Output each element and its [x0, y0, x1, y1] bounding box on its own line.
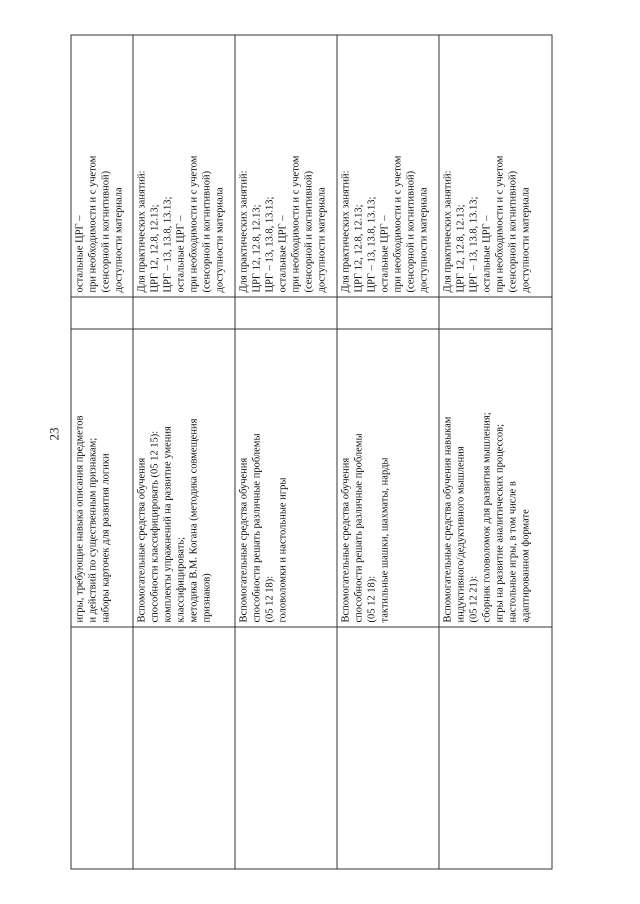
notes-cell: [133, 35, 235, 297]
tools-line: комплекты упражнений на развитие умения: [162, 426, 174, 623]
empty-cell: [439, 297, 552, 329]
tools-line: наборы карточек для развития логики: [100, 453, 112, 623]
empty-cell: [133, 627, 235, 869]
notes-line: доступности материала: [113, 187, 125, 293]
tools-line: адаптированном формате: [520, 509, 532, 623]
tools-line: (05 12 18):: [264, 575, 276, 623]
tools-cell: [71, 329, 133, 627]
empty-cell: [337, 627, 439, 869]
tools-cell: [235, 329, 337, 627]
tools-line: игры на развитие аналитических процессов;: [494, 423, 506, 623]
tools-cell: [439, 329, 552, 627]
page-number-text: 23: [46, 427, 61, 441]
notes-line: Для практических занятий:: [442, 170, 454, 293]
table-row: [337, 35, 439, 869]
empty-cell: [439, 627, 552, 869]
notes-line: при необходимости и с учетом: [494, 155, 506, 293]
tools-line: (05 12 21):: [468, 575, 480, 623]
empty-cell: [337, 297, 439, 329]
equipment-table: [71, 35, 553, 870]
tools-line: головоломки и настольные игры: [277, 477, 289, 623]
notes-line: доступности материала: [316, 187, 328, 293]
tools-line: тактильные шашки, шахматы, нарды: [379, 457, 391, 623]
notes-cell: [71, 35, 133, 297]
tools-cell: [337, 329, 439, 627]
notes-line: (сенсорной и когнитивной): [507, 170, 519, 293]
notes-line: остальные ЦРГ –: [481, 215, 493, 293]
tools-line: Вспомогательные средства обучения: [136, 457, 148, 623]
tools-line: Вспомогательные средства обучения: [238, 457, 250, 623]
notes-line: (сенсорной и когнитивной): [405, 170, 417, 293]
notes-line: остальные ЦРГ –: [379, 215, 391, 293]
empty-cell: [71, 297, 133, 329]
tools-line: настольные игры, в том числе в: [507, 481, 519, 623]
tools-line: классифицировать;: [175, 536, 187, 623]
tools-line: сборник головоломок для развития мышления;: [481, 412, 493, 623]
tools-line: и действий по существенным признакам;: [87, 437, 99, 623]
notes-line: ЦРГ – 13, 13.8, 13.13;: [162, 196, 174, 293]
notes-cell: [439, 35, 552, 297]
tools-line: игры, требующие навыка описания предметов: [74, 415, 86, 623]
notes-line: (сенсорной и когнитивной): [201, 170, 213, 293]
tools-line: Вспомогательные средства обучения: [340, 457, 352, 623]
notes-line: ЦРГ 12, 12.8, 12.13;: [149, 204, 161, 293]
tools-line: индуктивного/дедуктивного мышления: [455, 446, 467, 623]
notes-line: при необходимости и с учетом: [290, 155, 302, 293]
table-row: [235, 35, 337, 869]
page-number: [44, 424, 64, 444]
notes-line: ЦРГ – 13, 13.8, 13.13;: [264, 196, 276, 293]
tools-line: способности решать различные проблемы: [353, 433, 365, 623]
notes-cell: [337, 35, 439, 297]
tools-line: методика В.М. Когана (методика совмещения: [188, 418, 200, 623]
tools-line: Вспомогательные средства обучения навыкам: [442, 416, 454, 623]
tools-line: способности решать различные проблемы: [251, 433, 263, 623]
rotated-table-frame: [71, 36, 552, 870]
empty-cell: [235, 297, 337, 329]
notes-cell: [235, 35, 337, 297]
notes-line: (сенсорной и когнитивной): [100, 170, 112, 293]
notes-line: при необходимости и с учетом: [392, 155, 404, 293]
table-row: [439, 35, 552, 869]
empty-cell: [133, 297, 235, 329]
notes-line: остальные ЦРГ –: [175, 215, 187, 293]
notes-line: ЦРГ – 13, 13.8, 13.13;: [366, 196, 378, 293]
notes-line: ЦРГ – 13, 13.8, 13.13;: [468, 196, 480, 293]
tools-cell: [133, 329, 235, 627]
tools-line: способности классифицировать (05 12 15):: [149, 430, 161, 623]
table-row: [71, 35, 133, 869]
notes-line: при необходимости и с учетом: [87, 155, 99, 293]
tools-line: признаков): [201, 573, 213, 623]
table-row: [133, 35, 235, 869]
notes-line: доступности материала: [520, 187, 532, 293]
notes-line: ЦРГ 12, 12.8, 12.13;: [455, 204, 467, 293]
notes-line: остальные ЦРГ –: [277, 215, 289, 293]
notes-line: доступности материала: [214, 187, 226, 293]
empty-cell: [71, 627, 133, 869]
tools-line: (05 12 18):: [366, 575, 378, 623]
notes-line: доступности материала: [418, 187, 430, 293]
notes-line: (сенсорной и когнитивной): [303, 170, 315, 293]
notes-line: Для практических занятий:: [238, 170, 250, 293]
notes-line: ЦРГ 12, 12.8, 12.13;: [251, 204, 263, 293]
table-region: [70, 36, 551, 870]
notes-line: Для практических занятий:: [136, 170, 148, 293]
empty-cell: [235, 627, 337, 869]
notes-line: Для практических занятий:: [340, 170, 352, 293]
notes-line: при необходимости и с учетом: [188, 155, 200, 293]
notes-line: остальные ЦРГ –: [74, 215, 86, 293]
notes-line: ЦРГ 12, 12.8, 12.13;: [353, 204, 365, 293]
